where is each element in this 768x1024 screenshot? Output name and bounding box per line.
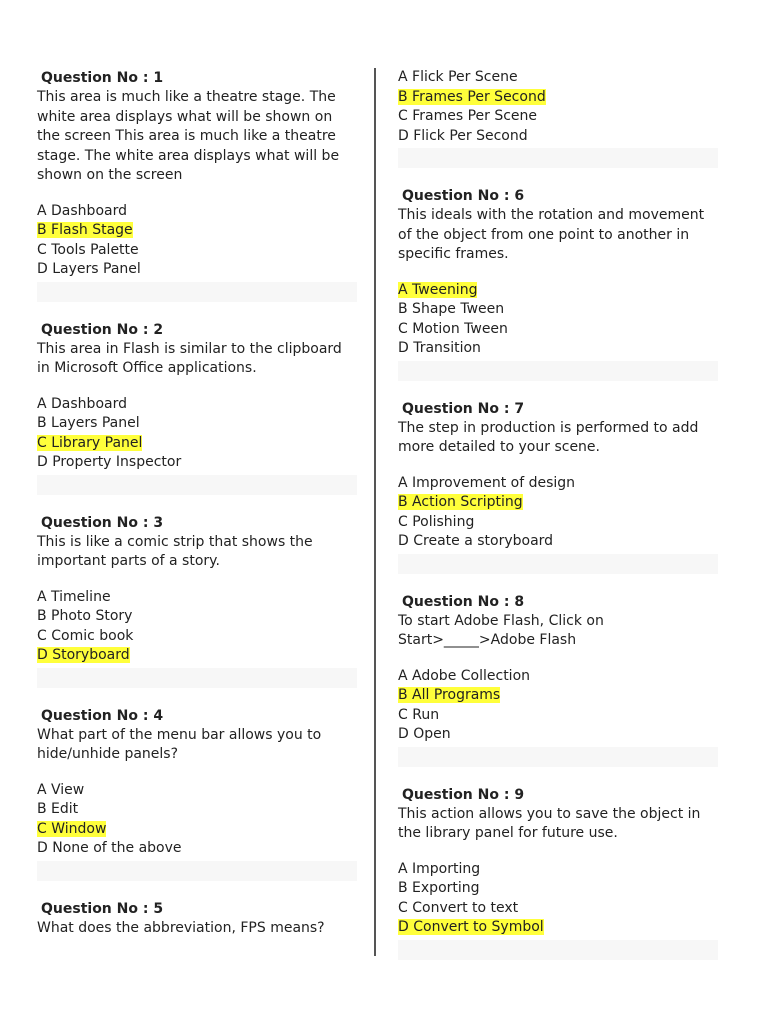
question-title: Question No : 9: [402, 786, 525, 803]
question-3: [37, 513, 357, 688]
choice-list: [37, 781, 357, 859]
choice-c[interactable]: [37, 434, 357, 454]
question-title: Question No : 4: [41, 707, 164, 724]
question-5: [37, 899, 357, 939]
question-2: [37, 320, 357, 495]
left-column: [37, 68, 357, 938]
choice-a[interactable]: A Timeline: [37, 588, 111, 605]
choice-a[interactable]: A View: [37, 781, 85, 798]
question-9: [398, 785, 718, 960]
question-text: This area is much like a theatre stage. The white area displays what will be shown on the screen This area is much like a theatre stage. The white area displays what will be shown on the screen: [37, 89, 340, 183]
choice-a[interactable]: A Importing: [398, 860, 481, 877]
question-text: This ideals with the rotation and movement of the object from one point to another in specific frames.: [398, 207, 705, 262]
question-text: This is like a comic strip that shows the important parts of a story.: [37, 533, 313, 569]
correct-answer: B Action Scripting: [398, 494, 523, 510]
correct-answer: B Flash Stage: [37, 222, 133, 238]
choice-d[interactable]: D Transition: [398, 340, 481, 356]
choice-b[interactable]: B Shape Tween: [398, 301, 505, 317]
question-1: [37, 68, 357, 302]
choice-c[interactable]: C Comic book: [37, 627, 134, 644]
correct-answer: C Library Panel: [37, 434, 143, 451]
spacer-band: [398, 148, 718, 168]
spacer-band: [37, 282, 357, 302]
choice-d[interactable]: D Open: [398, 726, 451, 742]
question-text: What part of the menu bar allows you to hide/unhide panels?: [37, 726, 322, 762]
choice-list: [37, 588, 357, 666]
question-4: [37, 706, 357, 881]
column-divider: [374, 68, 376, 956]
spacer-band: [398, 554, 718, 574]
choice-a[interactable]: A Improvement of design: [398, 474, 576, 491]
choice-a[interactable]: [398, 281, 718, 301]
correct-answer: A Tweening: [398, 281, 478, 298]
choice-a[interactable]: A Dashboard: [37, 395, 127, 412]
choice-d[interactable]: D Property Inspector: [37, 454, 182, 470]
choice-b[interactable]: B Exporting: [398, 880, 480, 896]
choice-a[interactable]: A Dashboard: [37, 202, 127, 219]
choice-c[interactable]: C Polishing: [398, 513, 475, 530]
spacer-band: [37, 475, 357, 495]
right-column: [398, 68, 718, 960]
choice-b[interactable]: B Photo Story: [37, 608, 133, 624]
choice-d[interactable]: D None of the above: [37, 840, 182, 856]
question-5-continued: [398, 68, 718, 168]
question-title: Question No : 5: [41, 900, 164, 917]
correct-answer: B All Programs: [398, 687, 501, 703]
choice-c[interactable]: C Run: [398, 706, 440, 723]
question-title: Question No : 6: [402, 188, 525, 204]
choice-b[interactable]: [37, 221, 357, 241]
spacer-band: [37, 861, 357, 881]
choice-list: [37, 202, 357, 280]
question-title: Question No : 3: [41, 514, 164, 531]
choice-b[interactable]: [398, 88, 718, 108]
question-8: [398, 592, 718, 767]
correct-answer: D Storyboard: [37, 647, 130, 663]
choice-d[interactable]: [37, 646, 357, 666]
choice-c[interactable]: C Motion Tween: [398, 320, 508, 337]
correct-answer: C Window: [37, 820, 107, 837]
choice-d[interactable]: D Flick Per Second: [398, 127, 528, 144]
choice-c[interactable]: C Tools Palette: [37, 241, 139, 258]
choice-list: [37, 395, 357, 473]
choice-c[interactable]: [37, 820, 357, 840]
question-title: Question No : 1: [41, 70, 164, 86]
choice-list: [398, 860, 718, 938]
question-7: [398, 399, 718, 574]
choice-b[interactable]: [398, 493, 718, 513]
question-title: Question No : 8: [402, 593, 525, 610]
question-text: To start Adobe Flash, Click on Start>_____>Adobe Flash: [398, 612, 604, 648]
choice-b[interactable]: B Edit: [37, 801, 79, 817]
choice-c[interactable]: C Convert to text: [398, 899, 519, 916]
question-title: Question No : 7: [402, 400, 525, 417]
spacer-band: [37, 668, 357, 688]
choice-a[interactable]: A Adobe Collection: [398, 667, 531, 684]
choice-d[interactable]: [398, 918, 718, 938]
choice-list: [398, 667, 718, 745]
choice-list: [398, 474, 718, 552]
question-text: What does the abbreviation, FPS means?: [37, 919, 325, 936]
choice-d[interactable]: D Layers Panel: [37, 261, 141, 277]
question-6: [398, 186, 718, 381]
question-text: This area in Flash is similar to the clipboard in Microsoft Office applications.: [37, 340, 342, 376]
question-text: This action allows you to save the object in the library panel for future use.: [398, 805, 701, 841]
question-title: Question No : 2: [41, 321, 164, 338]
question-text: The step in production is performed to add more detailed to your scene.: [398, 419, 699, 455]
choice-b[interactable]: B Layers Panel: [37, 415, 140, 431]
spacer-band: [398, 361, 718, 381]
correct-answer: D Convert to Symbol: [398, 919, 544, 935]
choice-c[interactable]: C Frames Per Scene: [398, 108, 538, 124]
choice-b[interactable]: [398, 686, 718, 706]
choice-a[interactable]: A Flick Per Scene: [398, 69, 518, 85]
spacer-band: [398, 747, 718, 767]
correct-answer: B Frames Per Second: [398, 88, 546, 105]
spacer-band: [398, 940, 718, 960]
choice-list: [398, 68, 718, 146]
choice-list: [398, 281, 718, 359]
choice-d[interactable]: D Create a storyboard: [398, 533, 554, 549]
